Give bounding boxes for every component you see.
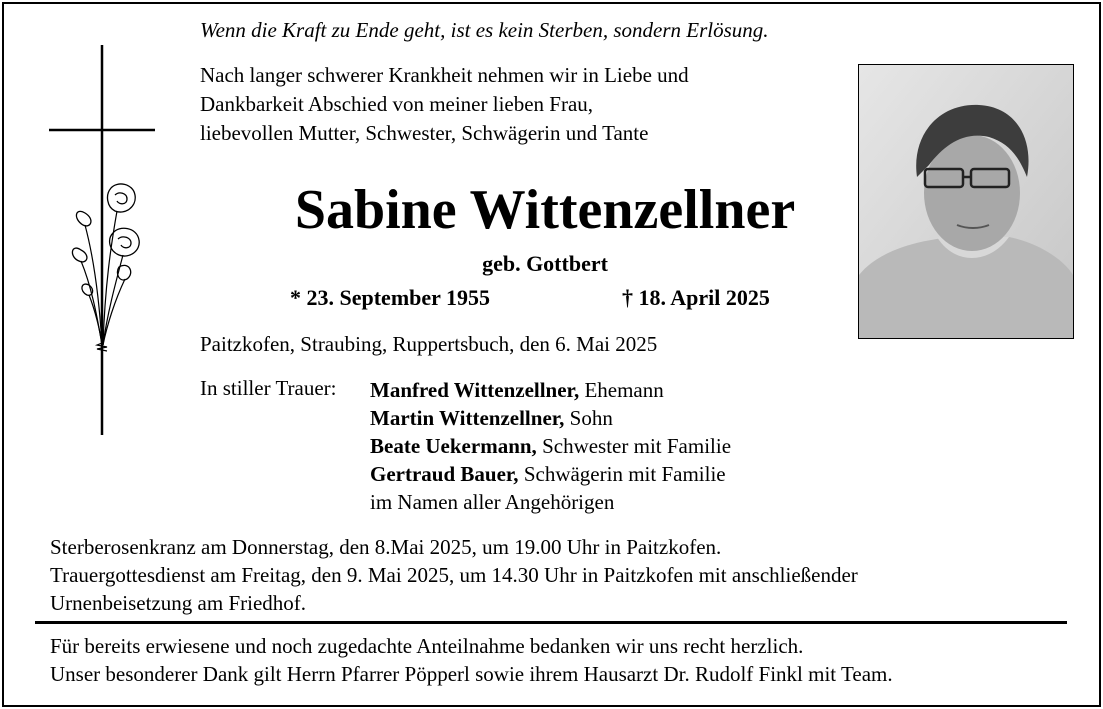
deceased-name: Sabine Wittenzellner: [294, 179, 796, 241]
death-date: † 18. April 2025: [622, 285, 770, 310]
mourner-name: Gertraud Bauer,: [370, 462, 519, 486]
mourner-relation: Ehemann: [579, 378, 664, 402]
mourner-relation: Sohn: [564, 406, 613, 430]
mourner-entry: [370, 488, 731, 516]
mourner-name: Beate Uekermann,: [370, 434, 537, 458]
thanks-line: Für bereits erwiesene und noch zugedachte Anteilnahme bedanken wir uns recht herzlich.: [50, 634, 804, 658]
service-line: Sterberosenkranz am Donnerstag, den 8.Mai 2025, um 19.00 Uhr in Paitzkofen.: [50, 535, 722, 559]
birth-date: * 23. September 1955: [290, 285, 491, 310]
service-line: Urnenbeisetzung am Friedhof.: [50, 591, 307, 615]
mourner-relation: Schwägerin mit Familie: [518, 462, 726, 486]
thanks-line: Unser besonderer Dank gilt Herrn Pfarrer Pöpperl sowie ihrem Hausarzt Dr. Rudolf Finkl mit Team.: [50, 662, 893, 686]
intro-line: liebevollen Mutter, Schwester, Schwägerin und Tante: [200, 121, 649, 145]
mourner-entry: [370, 404, 731, 432]
intro-text: [200, 61, 689, 148]
service-info: [50, 533, 858, 617]
intro-line: Nach langer schwerer Krankheit nehmen wir in Liebe und: [200, 63, 689, 87]
intro-line: Dankbarkeit Abschied von meiner lieben Frau,: [200, 92, 594, 116]
maiden-name: geb. Gottbert: [482, 251, 608, 276]
mourner-name: Manfred Wittenzellner,: [370, 378, 580, 402]
place-and-date: Paitzkofen, Straubing, Ruppertsbuch, den 6. Mai 2025: [200, 332, 658, 356]
portrait-image: [859, 65, 1073, 338]
mourners-list: [370, 376, 731, 516]
mourning-label: In stiller Trauer:: [200, 376, 337, 400]
mourner-name: Martin Wittenzellner,: [370, 406, 565, 430]
cross-with-roses-icon: [45, 45, 160, 437]
divider-line: [35, 621, 1067, 624]
mourner-entry: [370, 432, 731, 460]
mourner-entry: [370, 460, 731, 488]
portrait-photo: [858, 64, 1074, 339]
mourner-relation: im Namen aller Angehörigen: [370, 490, 615, 514]
mourner-relation: Schwester mit Familie: [536, 434, 732, 458]
service-line: Trauergottesdienst am Freitag, den 9. Mai 2025, um 14.30 Uhr in Paitzkofen mit anschließender: [50, 563, 858, 587]
motto-quote: Wenn die Kraft zu Ende geht, ist es kein Sterben, sondern Erlösung.: [200, 18, 769, 42]
mourner-entry: [370, 376, 731, 404]
thanks-text: [50, 632, 893, 688]
